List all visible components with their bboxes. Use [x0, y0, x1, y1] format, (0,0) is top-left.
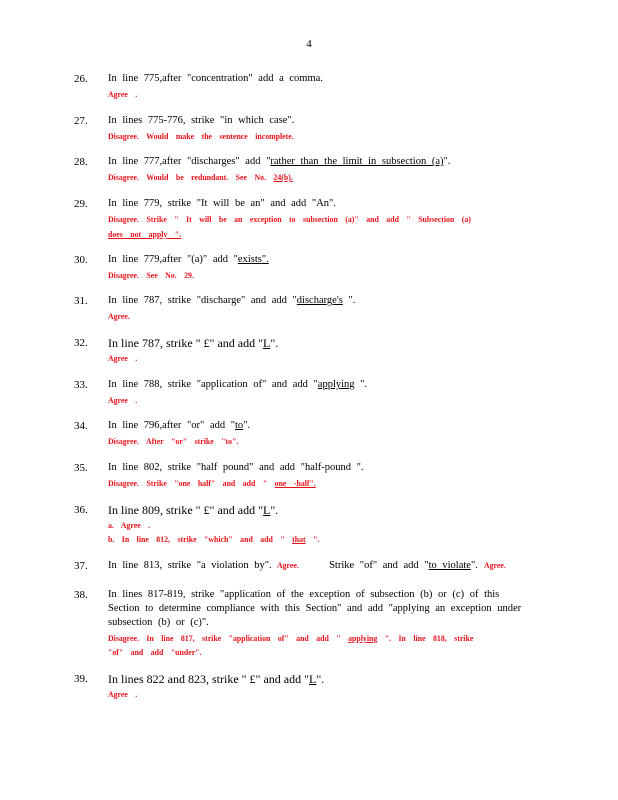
item-number: 34. — [74, 420, 88, 432]
amendment-text: In lines 775-776, strike "in which case". — [108, 115, 295, 126]
response-text: Disagree. Strike " It will be an exception to subsection (a)" and add " Subsection (a) — [108, 214, 471, 224]
amendment-text: In line 796,after "or" add "to". — [108, 420, 251, 431]
amendment-text: In line 809, strike " £" and add "L". — [108, 503, 279, 517]
response-text: Agree. — [108, 311, 130, 321]
item-number: 26. — [74, 73, 88, 85]
response-text: Agree . — [108, 689, 138, 699]
item-number: 31. — [74, 295, 88, 307]
item-number: 30. — [74, 254, 88, 266]
response-text: Disagree. Would be redundant. See No. 24(b). — [108, 172, 293, 182]
item-number: 28. — [74, 156, 88, 168]
amendment-text: In lines 822 and 823, strike " £" and add "L". — [108, 672, 325, 686]
response-text-b: b. In line 812, strike "which" and add " that ". — [108, 534, 320, 544]
item-number: 29. — [74, 198, 88, 210]
amendment-text: In line 777,after "discharges" add "rather than the limit in subsection (a)". — [108, 156, 451, 167]
item-number: 37. — [74, 560, 88, 572]
response-text: Disagree. After "or" strike "to". — [108, 436, 239, 446]
amendment-text: In line 779,after "(a)" add "exists". — [108, 254, 269, 265]
amendment-text-line-2: Section to determine compliance with this Section" and add "applying an exception under — [108, 603, 522, 614]
response-text-continued: does not apply ". — [108, 229, 182, 239]
response-text: Disagree. In line 817, strike "application of" and add " applying ". In line 818, strike — [108, 633, 474, 643]
amendment-text: In line 813, strike "a violation by". Agree. Strike "of" and add "to violate". Agree. — [108, 560, 506, 571]
item-number: 32. — [74, 337, 88, 349]
amendment-text: In line 775,after "concentration" add a comma. — [108, 73, 323, 84]
item-number: 36. — [74, 504, 88, 516]
response-text: Disagree. See No. 29. — [108, 270, 194, 280]
response-text: Disagree. Strike "one half" and add " one -half". — [108, 478, 316, 488]
page-number: 4 — [306, 38, 312, 50]
amendment-text: In line 788, strike "application of" and add "applying ". — [108, 379, 368, 390]
item-number: 33. — [74, 379, 88, 391]
item-number: 38. — [74, 589, 88, 601]
response-text: Agree . — [108, 353, 138, 363]
amendment-text-line-1: In lines 817-819, strike "application of the exception of subsection (b) or (c) of this — [108, 589, 500, 600]
amendment-text: In line 779, strike "It will be an" and add "An". — [108, 198, 336, 209]
amendment-text: In line 787, strike " £" and add "L". — [108, 336, 279, 350]
response-text: Agree . — [108, 89, 138, 99]
item-number: 39. — [74, 673, 88, 685]
response-text: Agree . — [108, 395, 138, 405]
response-text-continued: "of" and add "under". — [108, 647, 202, 657]
item-number: 35. — [74, 462, 88, 474]
amendment-text: In line 802, strike "half pound" and add "half-pound ". — [108, 462, 364, 473]
amendment-text: In line 787, strike "discharge" and add "discharge's ". — [108, 295, 356, 306]
response-text: a. Agree . — [108, 520, 151, 530]
response-text: Disagree. Would make the sentence incomplete. — [108, 131, 294, 141]
amendment-text-line-3: subsection (b) or (c)". — [108, 617, 209, 628]
item-number: 27. — [74, 115, 88, 127]
